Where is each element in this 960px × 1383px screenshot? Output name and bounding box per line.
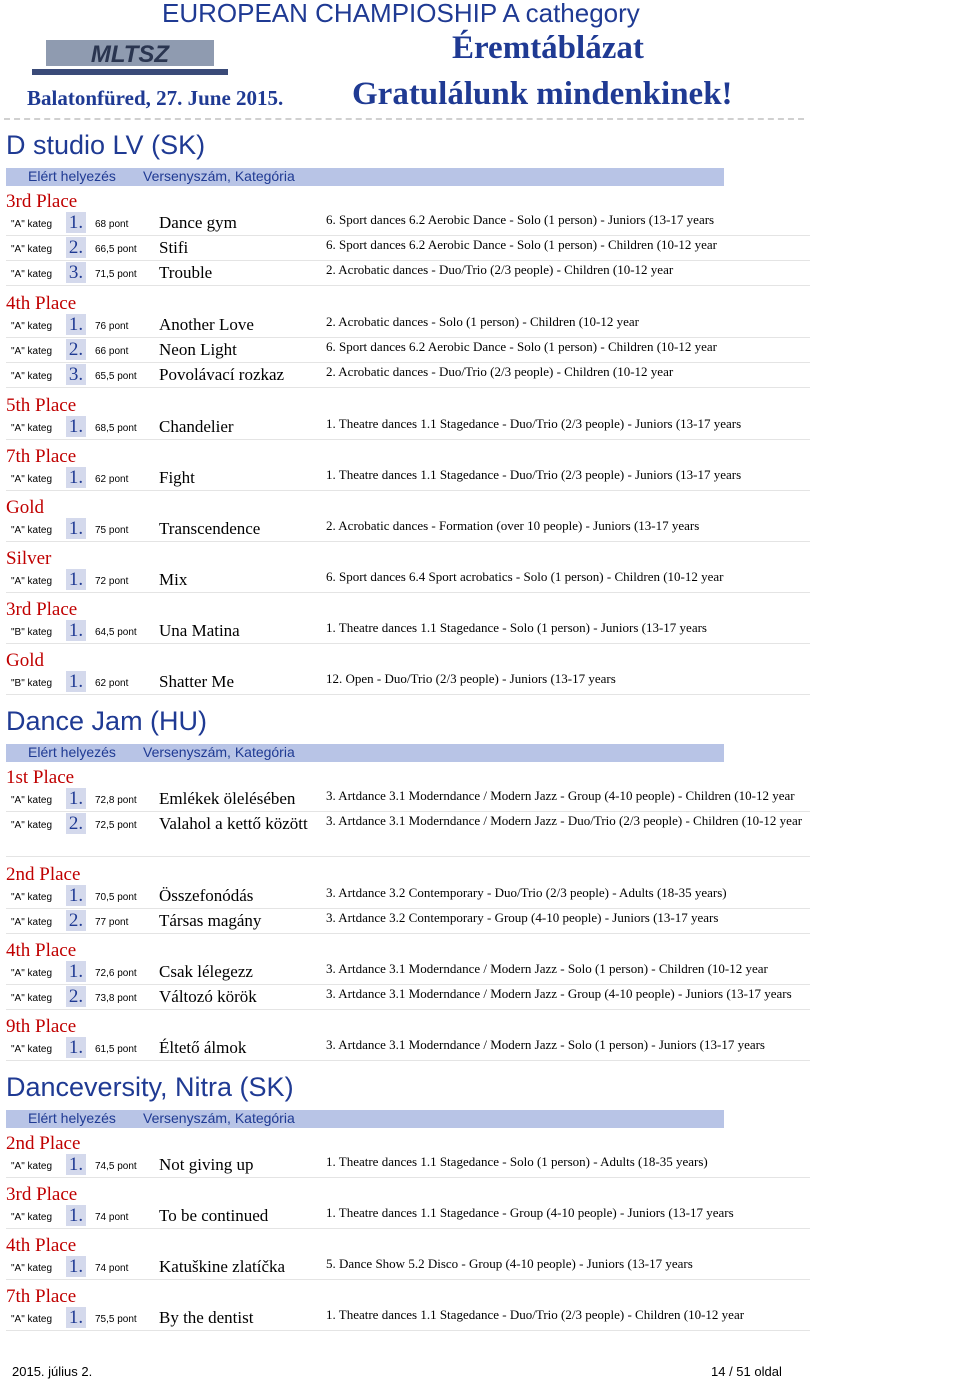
choreography-name: Stifi bbox=[159, 238, 189, 257]
table-row bbox=[0, 813, 810, 857]
row-divider bbox=[6, 285, 810, 286]
column-header bbox=[6, 744, 724, 762]
category-class: "A" kateg bbox=[11, 917, 53, 928]
choreography-name: Transcendence bbox=[159, 519, 261, 538]
choreography-name: Emlékek ölelésében bbox=[159, 789, 296, 808]
competition-category: 6. Sport dances 6.4 Sport acrobatics - Solo (1 person) - Children (10-12 year bbox=[326, 569, 724, 584]
club-name: D studio LV (SK) bbox=[6, 130, 206, 160]
competition-category: 2. Acrobatic dances - Duo/Trio (2/3 people) - Children (10-12 year bbox=[326, 262, 674, 277]
category-class: "A" kateg bbox=[11, 423, 53, 434]
mltsz-logo bbox=[6, 38, 254, 78]
place-heading: 3rd Place bbox=[6, 191, 78, 212]
category-class: "A" kateg bbox=[11, 371, 53, 382]
choreography-name: Trouble bbox=[159, 263, 213, 282]
row-divider bbox=[6, 1330, 810, 1331]
choreography-name: Shatter Me bbox=[159, 672, 235, 691]
place-heading: 4th Place bbox=[6, 940, 77, 961]
rank-number: 3. bbox=[66, 364, 86, 385]
competition-category: 1. Theatre dances 1.1 Stagedance - Duo/Trio (2/3 people) - Children (10-12 year bbox=[326, 1307, 745, 1322]
table-row bbox=[0, 620, 810, 644]
row-divider bbox=[6, 260, 810, 261]
table-row bbox=[0, 986, 810, 1010]
competition-category: 2. Acrobatic dances - Formation (over 10 people) - Juniors (13-17 years bbox=[326, 518, 700, 533]
rank-number: 1. bbox=[66, 1307, 86, 1328]
choreography-name: Chandelier bbox=[159, 417, 234, 436]
choreography-name: Csak lélegezz bbox=[159, 962, 253, 981]
row-divider bbox=[6, 908, 810, 909]
place-heading: 7th Place bbox=[6, 446, 77, 467]
column-header-placement: Elért helyezés bbox=[28, 744, 116, 760]
row-divider bbox=[6, 490, 810, 491]
column-header bbox=[6, 1110, 724, 1128]
choreography-name: Változó körök bbox=[159, 987, 257, 1006]
rank-number: 1. bbox=[66, 885, 86, 906]
competition-category: 3. Artdance 3.1 Moderndance / Modern Jazz - Duo/Trio (2/3 people) - Children (10-12 year bbox=[326, 813, 803, 828]
rank-number: 3. bbox=[66, 262, 86, 283]
competition-category: 1. Theatre dances 1.1 Stagedance - Group (4-10 people) - Juniors (13-17 years bbox=[326, 1205, 734, 1220]
score: 75,5 pont bbox=[95, 1314, 137, 1325]
table-row bbox=[0, 314, 810, 338]
row-divider bbox=[6, 439, 810, 440]
rank-number: 2. bbox=[66, 339, 86, 360]
category-class: "A" kateg bbox=[11, 968, 53, 979]
category-class: "A" kateg bbox=[11, 244, 53, 255]
place-heading: 2nd Place bbox=[6, 1133, 81, 1154]
category-class: "A" kateg bbox=[11, 820, 53, 831]
category-class: "A" kateg bbox=[11, 1044, 53, 1055]
row-divider bbox=[6, 541, 810, 542]
row-divider bbox=[6, 337, 810, 338]
choreography-name: Not giving up bbox=[159, 1155, 254, 1174]
place-heading: 1st Place bbox=[6, 767, 75, 788]
event-location: Balatonfüred, 27. June 2015. bbox=[27, 86, 284, 110]
choreography-name: To be continued bbox=[159, 1206, 269, 1225]
category-class: "A" kateg bbox=[11, 525, 53, 536]
rank-number: 1. bbox=[66, 212, 86, 233]
footer-page: 14 / 51 oldal bbox=[711, 1364, 782, 1379]
congrats-text: Gratulálunk mindenkinek! bbox=[352, 76, 733, 112]
score: 74,5 pont bbox=[95, 1161, 137, 1172]
category-class: "A" kateg bbox=[11, 474, 53, 485]
competition-category: 6. Sport dances 6.2 Aerobic Dance - Solo (1 person) - Children (10-12 year bbox=[326, 237, 717, 252]
choreography-name: Valahol a kettő között bbox=[159, 814, 308, 833]
competition-category: 3. Artdance 3.2 Contemporary - Duo/Trio (2/3 people) - Adults (18-35 years) bbox=[326, 885, 727, 900]
rank-number: 2. bbox=[66, 910, 86, 931]
competition-category: 2. Acrobatic dances - Duo/Trio (2/3 people) - Children (10-12 year bbox=[326, 364, 674, 379]
category-class: "B" kateg bbox=[11, 627, 53, 638]
table-row bbox=[0, 1037, 810, 1061]
score: 74 pont bbox=[95, 1263, 129, 1274]
table-row bbox=[0, 339, 810, 363]
table-row bbox=[0, 1205, 810, 1229]
table-row bbox=[0, 262, 810, 286]
rank-number: 1. bbox=[66, 671, 86, 692]
score: 74 pont bbox=[95, 1212, 129, 1223]
rank-number: 1. bbox=[66, 961, 86, 982]
club-name: Danceversity, Nitra (SK) bbox=[6, 1072, 294, 1102]
row-divider bbox=[6, 694, 810, 695]
category-class: "A" kateg bbox=[11, 1263, 53, 1274]
table-row bbox=[0, 237, 810, 261]
column-header-category: Versenyszám, Kategória bbox=[143, 1110, 295, 1126]
score: 62 pont bbox=[95, 474, 129, 485]
rank-number: 2. bbox=[66, 986, 86, 1007]
row-divider bbox=[6, 1177, 810, 1178]
rank-number: 1. bbox=[66, 416, 86, 437]
score: 72 pont bbox=[95, 576, 129, 587]
row-divider bbox=[6, 362, 810, 363]
rank-number: 1. bbox=[66, 1037, 86, 1058]
table-row bbox=[0, 1307, 810, 1331]
table-row bbox=[0, 910, 810, 934]
score: 65,5 pont bbox=[95, 371, 137, 382]
row-divider bbox=[6, 387, 810, 388]
table-row bbox=[0, 885, 810, 909]
competition-category: 1. Theatre dances 1.1 Stagedance - Solo (1 person) - Juniors (13-17 years bbox=[326, 620, 707, 635]
category-class: "A" kateg bbox=[11, 346, 53, 357]
competition-category: 12. Open - Duo/Trio (2/3 people) - Juniors (13-17 years bbox=[326, 671, 616, 686]
table-row bbox=[0, 212, 810, 236]
category-class: "A" kateg bbox=[11, 795, 53, 806]
row-divider bbox=[6, 235, 810, 236]
score: 61,5 pont bbox=[95, 1044, 137, 1055]
competition-category: 5. Dance Show 5.2 Disco - Group (4-10 people) - Juniors (13-17 years bbox=[326, 1256, 693, 1271]
table-row bbox=[0, 961, 810, 985]
place-heading: Gold bbox=[6, 650, 44, 671]
table-row bbox=[0, 416, 810, 440]
choreography-name: Katuškine zlatíčka bbox=[159, 1257, 286, 1276]
competition-category: 6. Sport dances 6.2 Aerobic Dance - Solo (1 person) - Children (10-12 year bbox=[326, 339, 717, 354]
row-divider bbox=[6, 984, 810, 985]
choreography-name: Neon Light bbox=[159, 340, 237, 359]
table-row bbox=[0, 671, 810, 695]
score: 72,6 pont bbox=[95, 968, 137, 979]
place-heading: 5th Place bbox=[6, 395, 77, 416]
choreography-name: Éltető álmok bbox=[159, 1038, 247, 1057]
rank-number: 2. bbox=[66, 813, 86, 834]
table-row bbox=[0, 1256, 810, 1280]
competition-category: 1. Theatre dances 1.1 Stagedance - Duo/Trio (2/3 people) - Juniors (13-17 years bbox=[326, 467, 742, 482]
row-divider bbox=[6, 856, 810, 857]
score: 75 pont bbox=[95, 525, 129, 536]
choreography-name: By the dentist bbox=[159, 1308, 254, 1327]
column-header-category: Versenyszám, Kategória bbox=[143, 168, 295, 184]
score: 66,5 pont bbox=[95, 244, 137, 255]
page-subtitle: Éremtáblázat bbox=[452, 30, 644, 66]
place-heading: 4th Place bbox=[6, 1235, 77, 1256]
competition-category: 2. Acrobatic dances - Solo (1 person) - Children (10-12 year bbox=[326, 314, 639, 329]
row-divider bbox=[6, 811, 810, 812]
score: 68 pont bbox=[95, 219, 129, 230]
table-row bbox=[0, 788, 810, 812]
place-heading: 4th Place bbox=[6, 293, 77, 314]
rank-number: 1. bbox=[66, 1154, 86, 1175]
competition-category: 3. Artdance 3.1 Moderndance / Modern Jazz - Group (4-10 people) - Juniors (13-17 years bbox=[326, 986, 792, 1001]
score: 72,8 pont bbox=[95, 795, 137, 806]
row-divider bbox=[6, 933, 810, 934]
table-row bbox=[0, 467, 810, 491]
header-divider bbox=[4, 118, 804, 120]
column-header-placement: Elért helyezés bbox=[28, 1110, 116, 1126]
place-heading: 7th Place bbox=[6, 1286, 77, 1307]
choreography-name: Dance gym bbox=[159, 213, 237, 232]
choreography-name: Társas magány bbox=[159, 911, 262, 930]
score: 70,5 pont bbox=[95, 892, 137, 903]
score: 77 pont bbox=[95, 917, 129, 928]
category-class: "A" kateg bbox=[11, 219, 53, 230]
table-row bbox=[0, 1154, 810, 1178]
rank-number: 1. bbox=[66, 467, 86, 488]
rank-number: 1. bbox=[66, 1205, 86, 1226]
rank-number: 1. bbox=[66, 314, 86, 335]
place-heading: 9th Place bbox=[6, 1016, 77, 1037]
place-heading: Gold bbox=[6, 497, 44, 518]
category-class: "A" kateg bbox=[11, 1161, 53, 1172]
competition-category: 3. Artdance 3.2 Contemporary - Group (4-10 people) - Juniors (13-17 years bbox=[326, 910, 719, 925]
rank-number: 1. bbox=[66, 518, 86, 539]
score: 64,5 pont bbox=[95, 627, 137, 638]
score: 71,5 pont bbox=[95, 269, 137, 280]
competition-category: 3. Artdance 3.1 Moderndance / Modern Jazz - Solo (1 person) - Juniors (13-17 years bbox=[326, 1037, 765, 1052]
category-class: "B" kateg bbox=[11, 678, 53, 689]
column-header bbox=[6, 168, 724, 186]
rank-number: 1. bbox=[66, 1256, 86, 1277]
row-divider bbox=[6, 1009, 810, 1010]
place-heading: 3rd Place bbox=[6, 599, 78, 620]
place-heading: 2nd Place bbox=[6, 864, 81, 885]
choreography-name: Povolávací rozkaz bbox=[159, 365, 285, 384]
score: 66 pont bbox=[95, 346, 129, 357]
page-title: EUROPEAN CHAMPIOSHIP A cathegory bbox=[162, 0, 640, 28]
footer-date: 2015. július 2. bbox=[12, 1364, 93, 1379]
category-class: "A" kateg bbox=[11, 269, 53, 280]
rank-number: 1. bbox=[66, 569, 86, 590]
logo-text: MLTSZ bbox=[90, 41, 170, 68]
competition-category: 3. Artdance 3.1 Moderndance / Modern Jazz - Group (4-10 people) - Children (10-12 year bbox=[326, 788, 795, 803]
table-row bbox=[0, 569, 810, 593]
row-divider bbox=[6, 1279, 810, 1280]
row-divider bbox=[6, 1228, 810, 1229]
choreography-name: Mix bbox=[159, 570, 188, 589]
club-name: Dance Jam (HU) bbox=[6, 706, 208, 736]
column-header-category: Versenyszám, Kategória bbox=[143, 744, 295, 760]
score: 76 pont bbox=[95, 321, 129, 332]
row-divider bbox=[6, 643, 810, 644]
competition-category: 1. Theatre dances 1.1 Stagedance - Solo (1 person) - Adults (18-35 years) bbox=[326, 1154, 708, 1169]
category-class: "A" kateg bbox=[11, 576, 53, 587]
choreography-name: Összefonódás bbox=[159, 886, 254, 905]
place-heading: 3rd Place bbox=[6, 1184, 78, 1205]
score: 72,5 pont bbox=[95, 820, 137, 831]
row-divider bbox=[6, 1060, 810, 1061]
competition-category: 3. Artdance 3.1 Moderndance / Modern Jazz - Solo (1 person) - Children (10-12 year bbox=[326, 961, 768, 976]
category-class: "A" kateg bbox=[11, 1314, 53, 1325]
rank-number: 2. bbox=[66, 237, 86, 258]
rank-number: 1. bbox=[66, 788, 86, 809]
choreography-name: Fight bbox=[159, 468, 195, 487]
choreography-name: Una Matina bbox=[159, 621, 240, 640]
choreography-name: Another Love bbox=[159, 315, 254, 334]
competition-category: 6. Sport dances 6.2 Aerobic Dance - Solo (1 person) - Juniors (13-17 years bbox=[326, 212, 715, 227]
table-row bbox=[0, 518, 810, 542]
row-divider bbox=[6, 592, 810, 593]
category-class: "A" kateg bbox=[11, 993, 53, 1004]
place-heading: Silver bbox=[6, 548, 52, 569]
rank-number: 1. bbox=[66, 620, 86, 641]
score: 73,8 pont bbox=[95, 993, 137, 1004]
score: 68,5 pont bbox=[95, 423, 137, 434]
category-class: "A" kateg bbox=[11, 1212, 53, 1223]
competition-category: 1. Theatre dances 1.1 Stagedance - Duo/Trio (2/3 people) - Juniors (13-17 years bbox=[326, 416, 742, 431]
column-header-placement: Elért helyezés bbox=[28, 168, 116, 184]
table-row bbox=[0, 364, 810, 388]
score: 62 pont bbox=[95, 678, 129, 689]
category-class: "A" kateg bbox=[11, 321, 53, 332]
category-class: "A" kateg bbox=[11, 892, 53, 903]
